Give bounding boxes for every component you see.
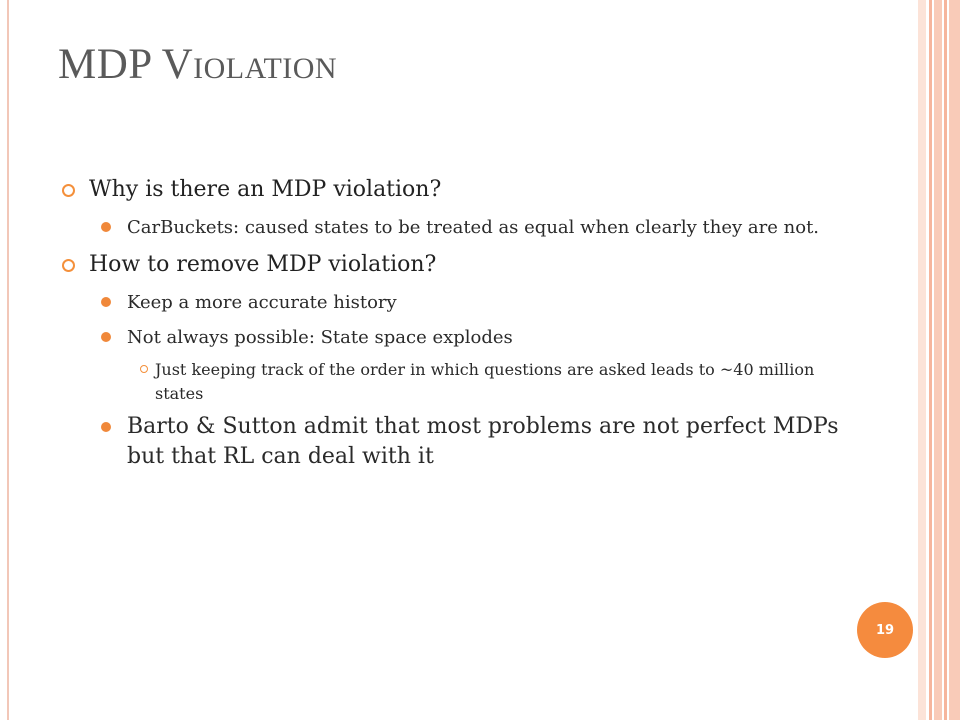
- sub-sub-bullet-text: Just keeping track of the order in which questions are asked leads to ~40 million states: [155, 360, 815, 403]
- page-number-badge: [857, 602, 913, 658]
- bullet-text: Why is there an MDP violation?: [89, 177, 442, 202]
- dot-bullet-icon: [101, 332, 111, 342]
- sub-bullet-item: [99, 412, 862, 472]
- stripe: [934, 0, 942, 720]
- slide-title: MDP Violation: [58, 41, 338, 88]
- page-number: 19: [875, 622, 895, 638]
- sub-bullet-text: CarBuckets: caused states to be treated as equal when clearly they are not.: [127, 217, 820, 238]
- stripe: [918, 0, 926, 720]
- ring-bullet-icon: [62, 259, 75, 272]
- stripe: [929, 0, 932, 720]
- bullet-item: [62, 175, 862, 205]
- bullet-text: How to remove MDP violation?: [89, 252, 437, 277]
- left-border-line: [7, 0, 9, 720]
- bullet-item: [62, 250, 862, 280]
- sub-bullet-text: Not always possible: State space explodes: [127, 327, 513, 348]
- sub-bullet-item: [99, 288, 862, 317]
- ring-bullet-icon: [62, 184, 75, 197]
- sub-sub-bullet-item: [139, 358, 862, 406]
- small-ring-bullet-icon: [140, 365, 148, 373]
- slide-content: [62, 175, 862, 478]
- sub-bullet-text: Barto & Sutton admit that most problems are not perfect MDPs but that RL can deal with it: [127, 414, 839, 469]
- sub-bullet-item: [99, 213, 862, 242]
- sub-bullet-item: [99, 323, 862, 352]
- dot-bullet-icon: [101, 297, 111, 307]
- stripe: [944, 0, 947, 720]
- stripe: [949, 0, 960, 720]
- dot-bullet-icon: [101, 222, 111, 232]
- right-decorative-stripes: [918, 0, 960, 720]
- dot-bullet-icon: [101, 422, 111, 432]
- sub-bullet-text: Keep a more accurate history: [127, 292, 397, 313]
